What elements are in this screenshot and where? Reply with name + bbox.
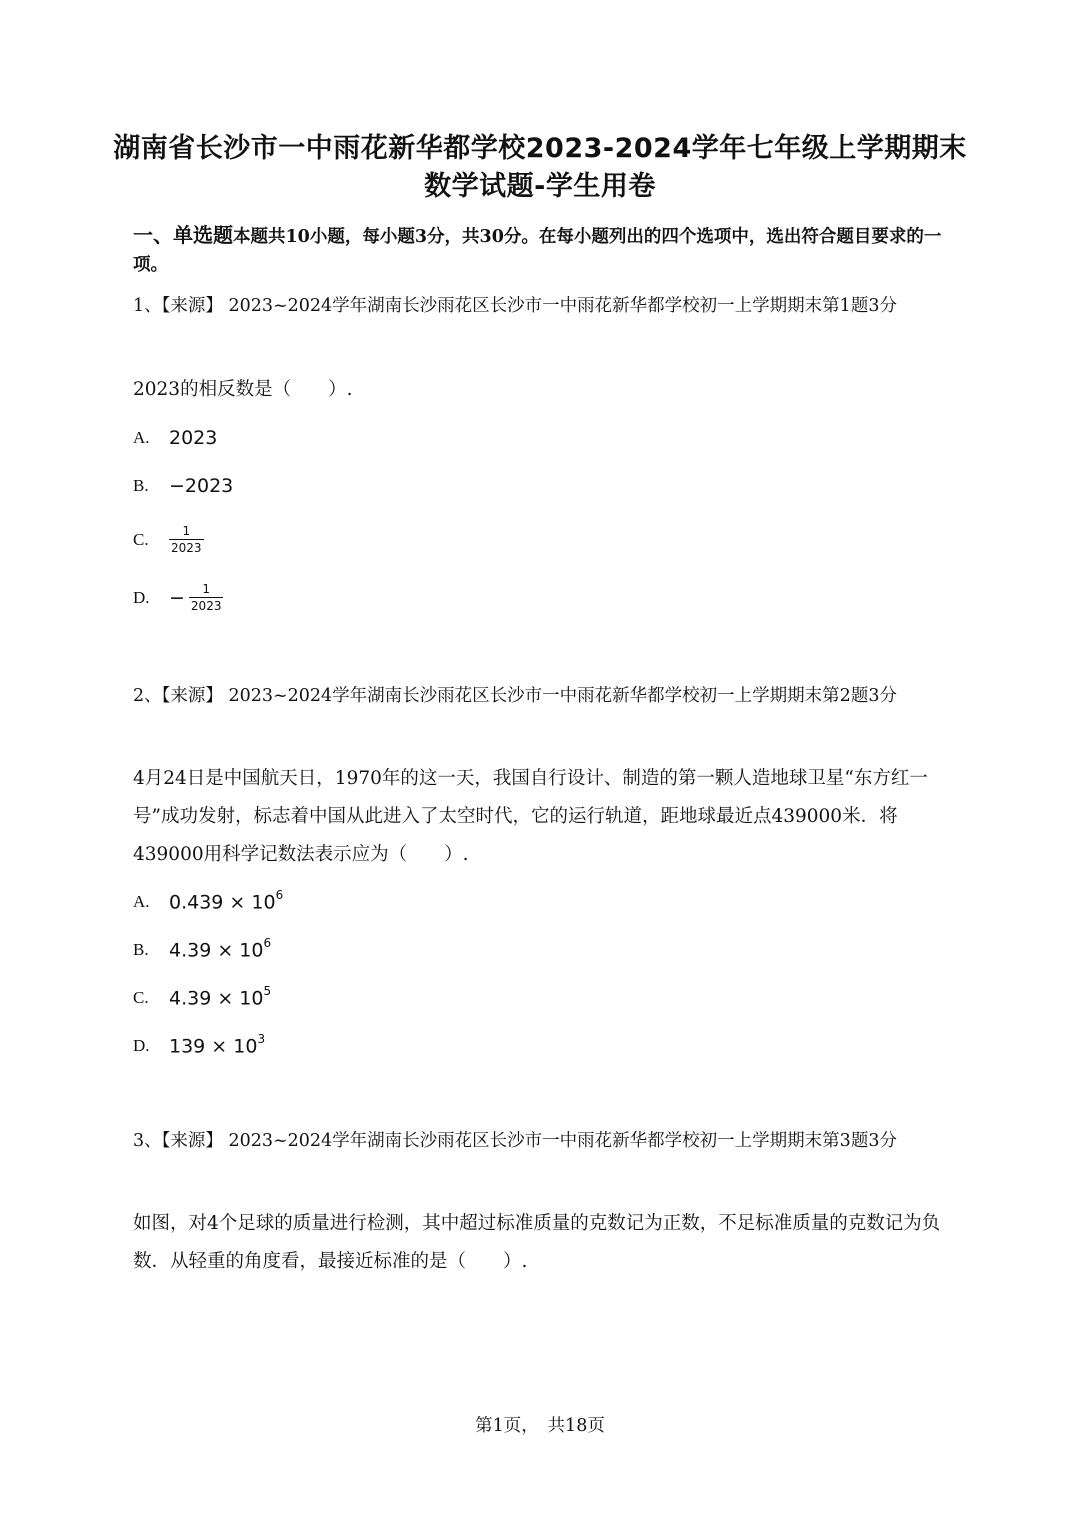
fraction-denominator: 2023 [171, 541, 202, 555]
question-2-stem: 4月24日是中国航天日，1970年的这一天，我国自行设计、制造的第一颗人造地球卫星“东方红一号”成功发射，标志着中国从此进入了太空时代，它的运行轨道，距地球最近点439000米．将439000用科学记数法表示应为（ ）. [133, 768, 928, 865]
question-1-option-c [133, 522, 204, 558]
title-line-2: 数学试题-学生用卷 [424, 171, 656, 202]
question-2-option-d [133, 1030, 265, 1062]
question-1-option-d [133, 580, 223, 616]
option-base: 0.439 × 10 [169, 891, 276, 914]
option-letter: B. [133, 476, 149, 495]
question-1-stem: 2023的相反数是（ ）. [133, 379, 353, 400]
question-1-source: 1、【来源】 2023~2024学年湖南长沙雨花区长沙市一中雨花新华都学校初一上学期期末第1题3分 [133, 296, 897, 316]
fraction [189, 582, 224, 614]
question-3-stem: 如图，对4个足球的质量进行检测，其中超过标准质量的克数记为正数，不足标准质量的克数记为负数．从轻重的角度看，最接近标准的是（ ）. [133, 1213, 941, 1272]
option-letter: D. [133, 588, 150, 607]
option-base: 4.39 × 10 [169, 987, 264, 1010]
question-3-source: 3、【来源】 2023~2024学年湖南长沙雨花区长沙市一中雨花新华都学校初一上学期期末第3题3分 [133, 1131, 897, 1151]
option-exponent: 6 [263, 936, 272, 951]
question-2-option-a [133, 886, 283, 918]
option-value [169, 938, 271, 961]
question-2-option-b [133, 934, 271, 966]
title-line-1: 湖南省长沙市一中雨花新华都学校2023-2024学年七年级上学期期末 [113, 133, 967, 164]
option-exponent: 5 [263, 984, 272, 999]
fraction-numerator: 1 [182, 524, 191, 538]
page-footer: 第1页， 共18页 [475, 1416, 605, 1436]
fraction-numerator: 1 [202, 582, 211, 596]
option-exponent: 3 [257, 1032, 266, 1047]
page-title [0, 131, 1080, 205]
section-description: 本题共10小题，每小题3分，共30分。在每小题列出的四个选项中，选出符合题目要求的一项。 [133, 227, 942, 275]
minus-sign: − [169, 587, 185, 609]
section-title: 一、单选题 [133, 223, 233, 247]
option-base: 139 × 10 [169, 1035, 258, 1058]
question-1-option-a [133, 422, 217, 454]
option-value: 2023 [169, 427, 218, 449]
fraction [169, 524, 204, 556]
option-letter: A. [133, 428, 150, 447]
option-letter: A. [133, 892, 150, 911]
option-letter: C. [133, 988, 149, 1007]
question-1-option-b [133, 470, 233, 502]
option-letter: B. [133, 940, 149, 959]
question-2-option-c [133, 982, 271, 1014]
question-2-source: 2、【来源】 2023~2024学年湖南长沙雨花区长沙市一中雨花新华都学校初一上学期期末第2题3分 [133, 686, 897, 706]
fraction-denominator: 2023 [190, 599, 222, 613]
option-letter: C. [133, 530, 149, 549]
option-letter: D. [133, 1036, 150, 1055]
option-value [169, 986, 271, 1009]
option-value [169, 1034, 265, 1057]
section-heading [133, 221, 948, 279]
option-value: −2023 [169, 475, 234, 497]
option-value [169, 890, 283, 913]
option-exponent: 6 [275, 888, 284, 903]
option-base: 4.39 × 10 [169, 939, 264, 962]
